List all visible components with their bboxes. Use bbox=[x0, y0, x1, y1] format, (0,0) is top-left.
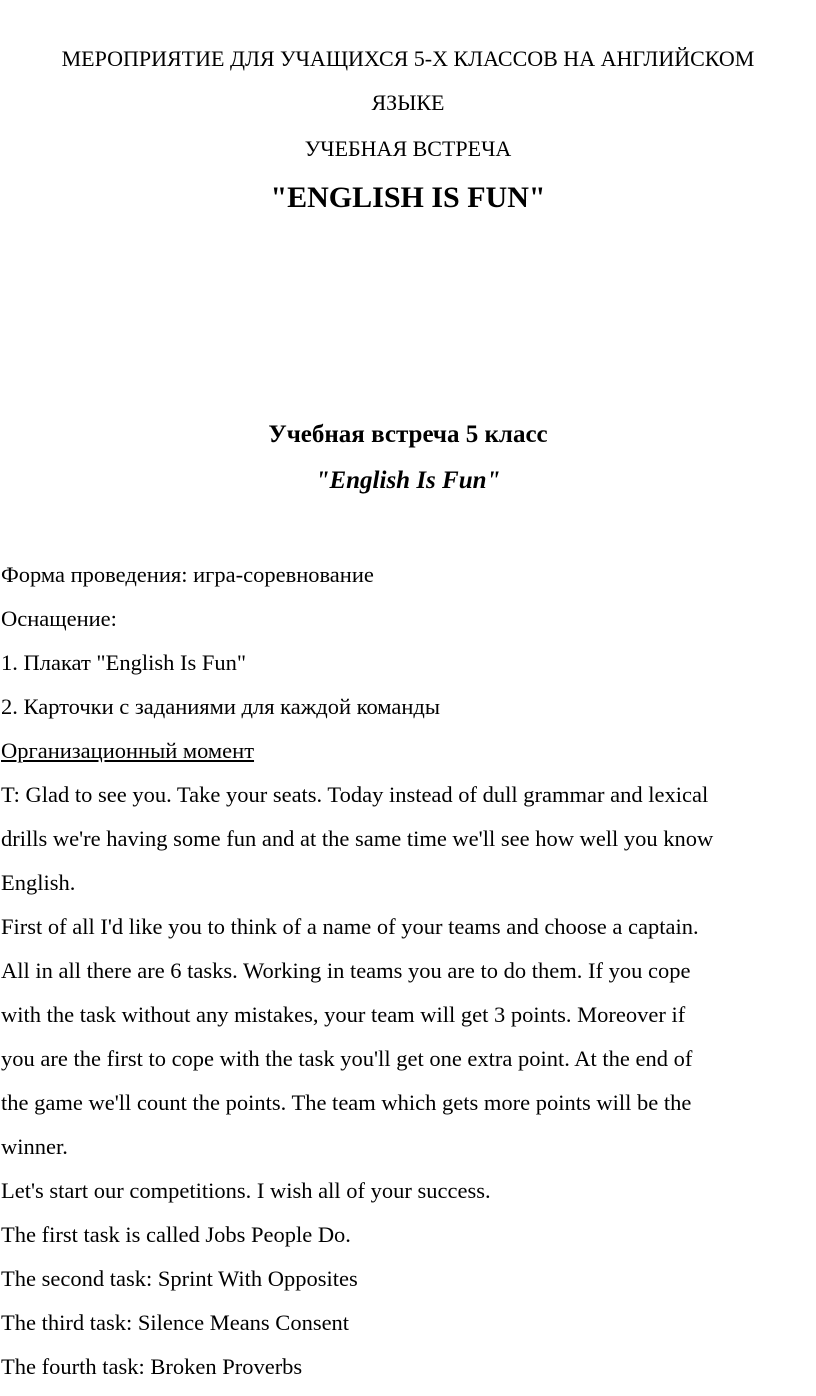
task-1: The first task is called Jobs People Do. bbox=[1, 1222, 351, 1247]
paragraph-2-line-6: winner. bbox=[1, 1134, 68, 1159]
paragraph-1-line-2: drills we're having some fun and at the same time we'll see how well you know bbox=[1, 826, 714, 851]
task-4: The fourth task: Broken Proverbs bbox=[1, 1354, 303, 1379]
header-subtitle: УЧЕБНАЯ ВСТРЕЧА bbox=[304, 136, 512, 161]
org-moment-heading: Организационный момент bbox=[1, 738, 255, 763]
paragraph-2-line-5: the game we'll count the points. The team which gets more points will be the bbox=[1, 1090, 692, 1115]
header-title-line-2: ЯЗЫКЕ bbox=[371, 90, 445, 115]
paragraph-2-line-2: All in all there are 6 tasks. Working in teams you are to do them. If you cope bbox=[1, 958, 691, 983]
section-heading: Учебная встреча 5 класс bbox=[268, 421, 548, 448]
equipment-item-2: 2. Карточки с заданиями для каждой команды bbox=[1, 694, 440, 719]
equipment-item-1: 1. Плакат "English Is Fun" bbox=[1, 650, 247, 675]
paragraph-1-line-1: T: Glad to see you. Take your seats. Today instead of dull grammar and lexical bbox=[1, 782, 709, 807]
document-body bbox=[1, 553, 813, 1389]
header-title-line-1: МЕРОПРИЯТИЕ ДЛЯ УЧАЩИХСЯ 5-Х КЛАССОВ НА АНГЛИЙСКОМ bbox=[61, 46, 755, 71]
main-title: "ENGLISH IS FUN" bbox=[270, 181, 546, 214]
task-2: The second task: Sprint With Opposites bbox=[1, 1266, 358, 1291]
paragraph-2-line-4: you are the first to cope with the task you'll get one extra point. At the end of bbox=[1, 1046, 693, 1071]
paragraph-3: Let's start our competitions. I wish all of your success. bbox=[1, 1178, 491, 1203]
paragraph-2-line-3: with the task without any mistakes, your team will get 3 points. Moreover if bbox=[1, 1002, 686, 1027]
paragraph-1-line-3: English. bbox=[1, 870, 76, 895]
task-3: The third task: Silence Means Consent bbox=[1, 1310, 350, 1335]
org-moment-row bbox=[1, 729, 813, 773]
equipment-label: Оснащение: bbox=[1, 606, 117, 631]
section-title: "English Is Fun" bbox=[315, 467, 501, 494]
paragraph-2-line-1: First of all I'd like you to think of a name of your teams and choose a captain. bbox=[1, 914, 699, 939]
form-line: Форма проведения: игра-соревнование bbox=[1, 562, 374, 587]
